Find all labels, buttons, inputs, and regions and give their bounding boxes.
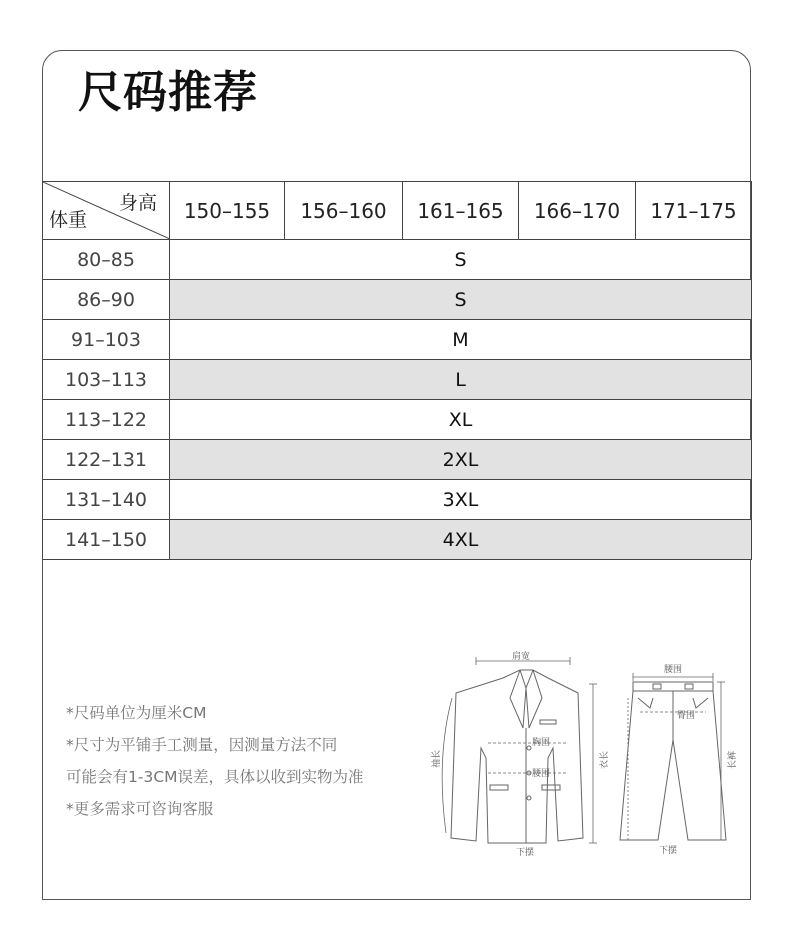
label-sleeve: 袖长	[432, 749, 442, 768]
note-line: *尺寸为平铺手工测量，因测量方法不同	[66, 736, 338, 754]
size-cell: L	[170, 360, 752, 400]
size-cell: S	[170, 280, 752, 320]
weight-range-cell: 113–122	[43, 400, 170, 440]
height-range-header: 156–160	[285, 182, 403, 240]
label-chest: 胸围	[532, 738, 551, 748]
size-cell: S	[170, 240, 752, 280]
label-hip: 臀围	[677, 711, 696, 721]
weight-range-cell: 91–103	[43, 320, 170, 360]
height-axis-label: 身高	[118, 192, 157, 214]
height-range-header: 166–170	[519, 182, 636, 240]
height-range-header: 171–175	[636, 182, 752, 240]
jacket-measure-lines	[442, 657, 597, 843]
jacket-illustration	[451, 670, 583, 843]
table-header-row	[43, 182, 752, 240]
size-cell: 4XL	[170, 520, 752, 560]
size-cell: 2XL	[170, 440, 752, 480]
size-cell: 3XL	[170, 480, 752, 520]
table-row	[43, 480, 752, 520]
note-line: *更多需求可咨询客服	[66, 800, 214, 818]
weight-range-cell: 86–90	[43, 280, 170, 320]
height-range-header: 161–165	[403, 182, 519, 240]
label-shoulder: 肩宽	[512, 652, 531, 662]
pants-illustration	[620, 682, 726, 840]
table-row	[43, 440, 752, 480]
label-pants-waist: 腰围	[664, 665, 683, 675]
size-table	[42, 181, 752, 560]
label-pants-hem: 下摆	[659, 846, 678, 856]
weight-range-cell: 80–85	[43, 240, 170, 280]
corner-cell	[43, 182, 170, 240]
weight-range-cell: 141–150	[43, 520, 170, 560]
label-jacket-length: 衣长	[600, 750, 610, 769]
table-row	[43, 320, 752, 360]
notes	[66, 697, 364, 825]
height-range-header: 150–155	[170, 182, 285, 240]
table-row	[43, 280, 752, 320]
pants-measure-lines	[628, 673, 725, 840]
table-row	[43, 240, 752, 280]
size-cell: XL	[170, 400, 752, 440]
table-row	[43, 360, 752, 400]
note-line: *尺码单位为厘米CM	[66, 704, 207, 722]
page-title: 尺码推荐	[78, 67, 258, 118]
table-row	[43, 400, 752, 440]
size-cell: M	[170, 320, 752, 360]
weight-range-cell: 122–131	[43, 440, 170, 480]
measurement-diagram	[428, 648, 743, 863]
label-jacket-waist: 腰围	[532, 769, 551, 779]
weight-range-cell: 131–140	[43, 480, 170, 520]
label-pants-length: 长裤	[728, 750, 738, 769]
label-jacket-hem: 下摆	[516, 848, 535, 858]
weight-range-cell: 103–113	[43, 360, 170, 400]
weight-axis-label: 体重	[49, 209, 88, 231]
table-row	[43, 520, 752, 560]
note-line: 可能会有1-3CM误差，具体以收到实物为准	[66, 768, 364, 786]
